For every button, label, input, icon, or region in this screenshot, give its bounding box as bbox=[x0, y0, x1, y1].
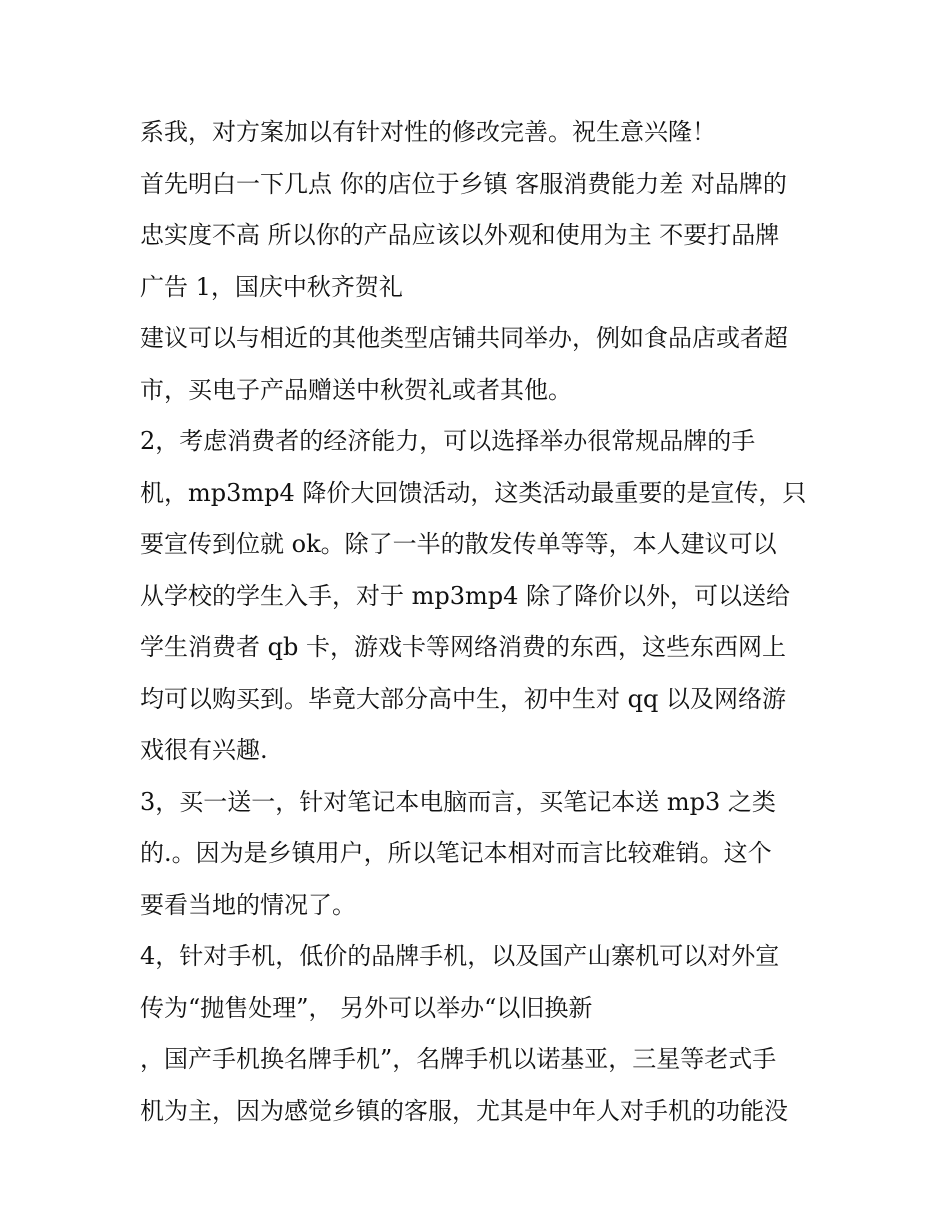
text-line: 要看当地的情况了。 bbox=[140, 890, 356, 919]
text-line: 机为主，因为感觉乡镇的客服，尤其是中年人对手机的功能没 bbox=[140, 1096, 788, 1125]
document-body bbox=[140, 107, 830, 1137]
text-line: 广告 1，国庆中秋齐贺礼 bbox=[140, 272, 403, 301]
text-line: 要宣传到位就 ok。除了一半的散发传单等等，本人建议可以 bbox=[140, 530, 777, 558]
text-line: 市，买电子产品赠送中秋贺礼或者其他。 bbox=[140, 375, 572, 404]
text-line: 4，针对手机，低价的品牌手机，以及国产山寨机可以对外宣 bbox=[140, 942, 780, 970]
text-line: 首先明白一下几点 你的店位于乡镇 客服消费能力差 对品牌的 bbox=[140, 169, 787, 198]
text-line: 戏很有兴趣. bbox=[140, 736, 268, 764]
text-line: 忠实度不高 所以你的产品应该以外观和使用为主 不要打品牌 bbox=[140, 221, 780, 249]
text-line: 均可以购买到。毕竟大部分高中生，初中生对 qq 以及网络游 bbox=[140, 684, 786, 713]
text-line: 的.。因为是乡镇用户，所以笔记本相对而言比较难销。这个 bbox=[140, 839, 772, 867]
text-line: 从学校的学生入手，对于 mp3mp4 除了降价以外，可以送给 bbox=[140, 581, 791, 610]
text-line: ，国产手机换名牌手机”，名牌手机以诺基亚，三星等老式手 bbox=[140, 1045, 777, 1073]
text-line: 传为“抛售处理”， 另外可以举办“以旧换新 bbox=[140, 993, 593, 1022]
text-line: 系我，对方案加以有针对性的修改完善。祝生意兴隆！ bbox=[140, 118, 716, 146]
text-line: 学生消费者 qb 卡，游戏卡等网络消费的东西，这些东西网上 bbox=[140, 633, 786, 661]
text-line: 机，mp3mp4 降价大回馈活动，这类活动最重要的是宣传，只 bbox=[140, 478, 807, 507]
text-line: 3，买一送一，针对笔记本电脑而言，买笔记本送 mp3 之类 bbox=[140, 787, 776, 816]
text-line: 建议可以与相近的其他类型店铺共同举办，例如食品店或者超 bbox=[140, 324, 788, 352]
text-line: 2，考虑消费者的经济能力，可以选择举办很常规品牌的手 bbox=[140, 427, 756, 455]
